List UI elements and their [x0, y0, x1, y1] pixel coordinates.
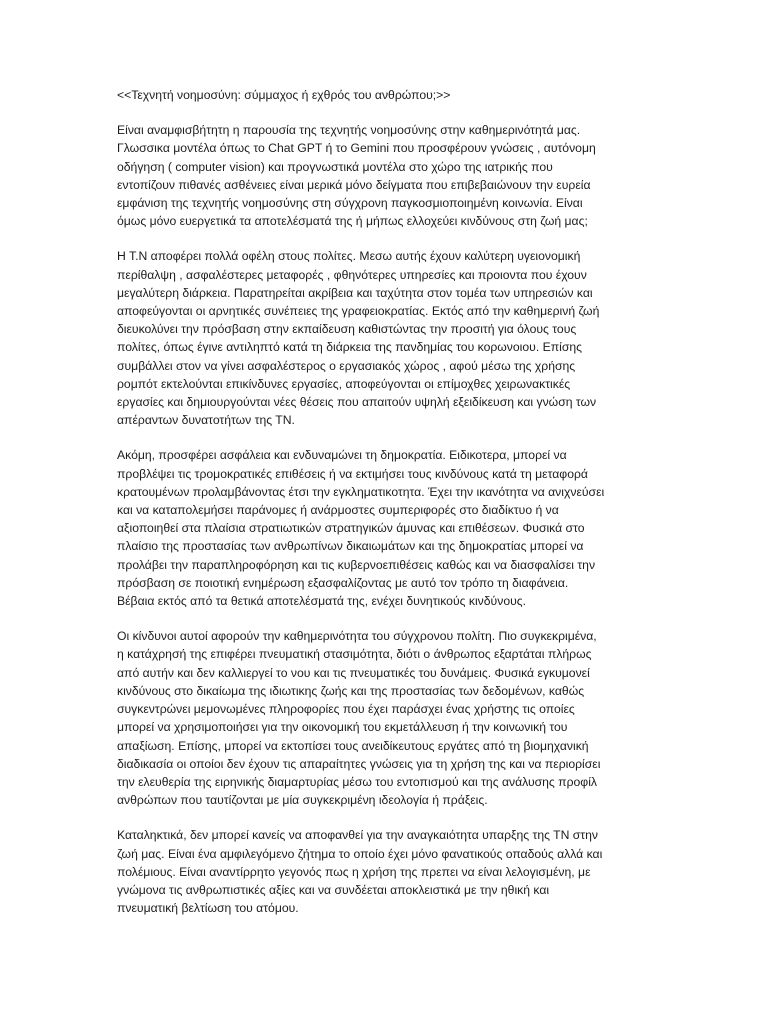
text-line: πρόσβαση σε ποιοτική ενημέρωση εξασφαλίζοντας με αυτό τον τρόπο τη διαφάνεια. — [117, 575, 569, 590]
text-line: πολίτες, όπως έγινε αντιληπτό κατά τη διάρκεια της πανδημίας του κορωνοιου. Επίσης — [117, 340, 583, 355]
text-line: από αυτήν και δεν καλλιεργεί το νου και τις πνευματικές του δυνάμεις. Φυσικά εγκυμονεί — [117, 665, 590, 680]
paragraph-1 — [117, 121, 637, 230]
text-line: προβλέψει τις τρομοκρατικές επιθέσεις ή να εκτιμήσει τους κινδύνους κατά τη μεταφορά — [117, 466, 588, 481]
title-text: <<Τεχνητή νοημοσύνη: σύμμαχος ή εχθρός του ανθρώπου;>> — [117, 88, 451, 102]
text-line: εργασίες και δημιουργούνται νέες θέσεις που απαιτούν υψηλή εξειδίκευση και γνώση των — [117, 395, 597, 410]
text-line: εμφάνιση της τεχνητής νοημοσύνης στη σύγχρονη παγκοσμιοποιημένη κοινωνία. Είναι — [117, 196, 583, 211]
text-line: ανθρώπων που ταυτίζονται με μία συγκεκριμένη ιδεολογία ή πράξεις. — [117, 793, 488, 808]
paragraph-3 — [117, 446, 637, 610]
document-body — [117, 121, 637, 917]
text-line: πνευματική βελτίωση του ατόμου. — [117, 901, 299, 916]
document-title — [117, 86, 637, 104]
text-line: περίθαλψη , ασφαλέστερες μεταφορές , φθηνότερες υπηρεσίες και προιοντα που έχουν — [117, 267, 587, 282]
text-line: μεγαλύτερη διάρκεια. Παρατηρείται ακρίβεια και ταχύτητα στον τομέα των υπηρεσιών και — [117, 285, 593, 300]
text-line: κρατουμένων προλαμβάνοντας έτσι την εγκληματικοτητα. Έχει την ικανότητα να ανιχνεύσει — [117, 484, 605, 499]
paragraph-2 — [117, 247, 637, 429]
text-line: ρομπότ εκτελούνται επικίνδυνες εργασίες, αποφεύγονται οι επίμοχθες χειρωνακτικές — [117, 376, 571, 391]
text-line: αποφεύγονται οι αρνητικές συνέπειες της γραφειοκρατίας. Εκτός από την καθημερινή ζωή — [117, 304, 600, 319]
text-line: προλάβει την παραπληροφόρηση και τις κυβερνοεπιθέσεις καθώς και να διασφαλίσει την — [117, 557, 596, 572]
text-line: όμως μόνο ευεργετικά τα αποτελέσματά της ή μήπως ελλοχεύει κινδύνους στη ζωή μας; — [117, 214, 588, 229]
text-line: εντοπίζουν πιθανές ασθένειες είναι μερικά μόνο δείγματα που επιβεβαιώνουν την ευρεία — [117, 177, 591, 192]
text-line: και να καταπολεμήσει παράνομες ή ανάρμοστες συμπεριφορές στο διαδίκτυο ή να — [117, 503, 559, 518]
paragraph-5 — [117, 826, 637, 917]
text-line: Οι κίνδυνοι αυτοί αφορούν την καθημερινότητα του σύγχρονου πολίτη. Πιο συγκεκριμένα, — [117, 629, 597, 644]
text-line: Βέβαια εκτός από τα θετικά αποτελέσματά της, ενέχει δυνητικούς κινδύνους. — [117, 594, 527, 609]
text-line: συγκεντρώνει μεμονωμένες πληροφορίες που έχει παράσχει ένας χρήστης τις οποίες — [117, 702, 575, 717]
text-line: απέραντων δυνατοτήτων της ΤΝ. — [117, 413, 295, 428]
text-line: συμβάλλει στον να γίνει ασφαλέστερος ο εργασιακός χώρος , αφού μέσω της χρήσης — [117, 358, 576, 373]
document-page — [117, 86, 637, 934]
text-line: γνώμονα τις ανθρωπιστικές αξίες και να συνδέεται αποκλειστικά με την ηθική και — [117, 882, 550, 897]
text-line: την ελευθερία της ειρηνικής διαμαρτυρίας μέσω του εντοπισμού και της ανάλυσης προφίλ — [117, 774, 597, 789]
text-line: απαξίωση. Επίσης, μπορεί να εκτοπίσει τους ανειδίκευτους εργάτες από τη βιομηχανική — [117, 738, 589, 753]
text-line: μπορεί να χρησιμοποιήσει για την οικονομική του εκμετάλλευση ή την κοινωνική του — [117, 720, 568, 735]
text-line: Είναι αναμφισβήτητη η παρουσία της τεχνητής νοημοσύνης στην καθημερινότητά μας. — [117, 123, 581, 138]
text-line: Η Τ.Ν αποφέρει πολλά οφέλη στους πολίτες. Μεσω αυτής έχουν καλύτερη υγειονομική — [117, 249, 581, 264]
text-line: Καταληκτικά, δεν μπορεί κανείς να αποφανθεί για την αναγκαιότητα υπαρξης της ΤΝ στην — [117, 828, 598, 843]
text-line: ζωή μας. Είναι ένα αμφιλεγόμενο ζήτημα το οποίο έχει μόνο φανατικούς οπαδούς αλλά και — [117, 846, 603, 861]
text-line: οδήγηση ( computer vision) και προγνωστικά μοντέλα στο χώρο της ιατρικής που — [117, 159, 553, 174]
text-line: Ακόμη, προσφέρει ασφάλεια και ενδυναμώνει τη δημοκρατία. Ειδικοτερα, μπορεί να — [117, 448, 567, 463]
text-line: διευκολύνει την πρόσβαση στην εκπαίδευση καθιστώντας την προσιτή για όλους τους — [117, 322, 577, 337]
text-line: Γλωσσικα μοντέλα όπως το Chat GPT ή το Gemini που προσφέρουν γνώσεις , αυτόνομη — [117, 141, 596, 156]
text-line: κινδύνους στο δικαίωμα της ιδιωτικης ζωής και της προστασίας των δεδομένων, καθώς — [117, 683, 585, 698]
text-line: διαδικασία οι οποίοι δεν έχουν τις απαραίτητες γνώσεις για τη χρήση της και να περιορίσει — [117, 756, 601, 771]
text-line: πλαίσιο της προστασίας των ανθρωπίνων δικαιωμάτων και της δημοκρατίας μπορεί να — [117, 539, 584, 554]
text-line: πολέμιους. Είναι αναντίρρητο γεγονός πως η χρήση της πρεπει να είναι λελογισμένη, με — [117, 864, 591, 879]
text-line: αξιοποιηθεί στα πλαίσια στρατιωτικών στρατηγικών άμυνας και επιθέσεων. Φυσικά στο — [117, 521, 585, 536]
text-line: η κατάχρησή της επιφέρει πνευματική στασιμότητα, διότι ο άνθρωπος εξαρτάται πλήρως — [117, 647, 592, 662]
paragraph-4 — [117, 627, 637, 809]
